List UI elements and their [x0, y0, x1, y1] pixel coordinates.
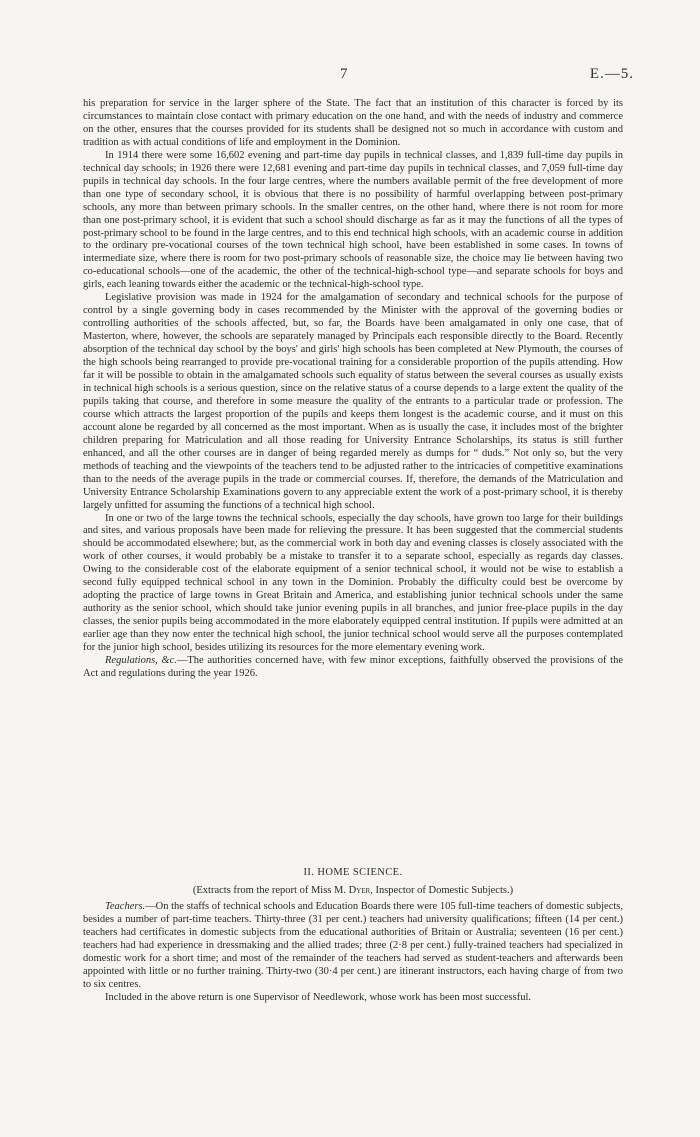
regulations-paragraph	[83, 655, 623, 681]
section-heading: II. HOME SCIENCE.	[303, 867, 403, 878]
paragraph: his preparation for service in the larger sphere of the State. The fact that an institution of this character is forced by its circumstances to maintain close contact with primary education on the one hand, and with the needs of industry and commerce on the other, ensures that the courses provided for its students shall be designed not so much in accordance with custom and tradition as with actual conditions of life and employment in the Dominion.	[83, 98, 623, 148]
paragraph: In 1914 there were some 16,602 evening and part-time day pupils in technical classes, and 1,839 full-time day pupils in technical day schools; in 1926 there were 12,681 evening and part-time day pupils in technical classes, and 7,059 full-time day pupils in technical day schools. In the four large centres, where the numbers available permit of the free development of more than one type of secondary school, it is obvious that there is no possibility of harmful overlapping between post-primary schools, any more than between primary schools. In the smaller centres, on the other hand, where there is not room for more than one post-primary school, it is evident that such a school should discharge as far as it may the functions of all the types of post-primary school to be found in the large centres, and to this end technical high schools, with an academic course in addition to the ordinary pre-vocational courses of the town technical high school, have been established in some cases. In towns of intermediate size, where there is room for two post-primary schools of reasonable size, the choice may lie between having two co-educational schools—one of the academic, the other of the technical-high-school type—and separate schools for boys and girls, each leaning towards either the academic or the technical-high-school type.	[83, 149, 623, 291]
paragraph: In one or two of the large towns the technical schools, especially the day schools, have grown too large for their buildings and sites, and various proposals have been made for relieving the pressure. It has been suggested that the commercial students should be accommodated elsewhere; but, as the commercial work in both day and evening classes is closely associated with the work of other courses, it would probably be a mistake to transfer it to a separate school, especially as regards day classes. Owing to the considerable cost of the elaborate equipment of a senior technical school, it would not be wise to establish a second fully equipped technical school in any town in the Dominion. Probably the difficulty could best be overcome by adopting the practice of large towns in Great Britain and America, and establishing junior technical schools under the same authority as the senior school, which should take junior evening pupils in all branches, and junior free-place pupils in the day classes, the senior pupils being accommodated in the more elaborately equipped central institution. If pupils were admitted at an earlier age than they now enter the technical high school, the junior technical school would serve all the purposes contemplated for the junior high school, besides utilizing its resources for the more elementary evening work.	[83, 512, 623, 654]
document-reference: E.—5.	[589, 66, 634, 82]
page-number: 7	[340, 66, 348, 82]
inspector-name: Dyer	[348, 884, 371, 896]
home-science-section	[83, 867, 623, 1005]
supervisor-paragraph: Included in the above return is one Supervisor of Needlework, whose work has been most successful.	[105, 991, 532, 1003]
regulations-lead: Regulations, &c.	[105, 654, 177, 666]
subtitle-before: (Extracts from the report of Miss M.	[192, 884, 349, 896]
body-text-continuation	[83, 98, 623, 681]
paragraph: Legislative provision was made in 1924 for the amalgamation of secondary and technical schools for the purpose of control by a single governing body in cases recommended by the Minister with the approval of the governing bodies or controlling authorities of the schools affected, but, so far, the Boards have been amalgamated in only one case, that of Masterton, where, however, the schools are separately managed by Principals each responsible directly to the Board. Recently absorption of the technical day school by the boys' and girls' high schools has been completed at New Plymouth, the courses of the high schools being rearranged to provide pre-vocational training for a considerable proportion of the pupils attending. How far it will be possible to obtain in the amalgamated schools such equality of status between the several courses as usually exists in technical high schools is a serious question, since on the relative status of a course depends to a large extent the quality of the pupils taking that course, and therefore in some measure the quality of the entrants to a particular trade or profession. The course which attracts the largest proportion of the pupils and keeps them longest is the academic course, and it must on this account alone be regarded by all concerned as the most important. When as is usually the case, it includes most of the brighter children preparing for Matriculation and all those reading for University Entrance Scholarships, its status is still further enhanced, and all the other courses are in danger of being regarded merely as dumps for “ duds.” Not only so, but the very methods of teaching and the viewpoints of the teachers tend to be adjusted rather to the intricacies of competitive examinations than to the needs of the average pupils in the trade or commercial courses. If, therefore, the demands of the Matriculation and University Entrance Scholarship Examinations govern to any appreciable extent the work of a post-primary school, it is thereby largely unfitted for assuming the functions of a technical high school.	[83, 292, 623, 511]
teachers-paragraph	[83, 901, 623, 992]
teachers-text: —On the staffs of technical schools and Education Boards there were 105 full-time teachers of domestic subjects, besides a number of part-time teachers. Thirty-three (31 per cent.) teachers had university qualifications; fifteen (14 per cent.) teachers had certificates in domestic subjects from the educational authorities of Britain or Australia; seventeen (16 per cent.) teachers had had experience in dressmaking and the allied trades; three (2·8 per cent.) fully-trained teachers had specialized in domestic work for a short time; and most of the remainder of the teachers had served as student-teachers and afterwards been appointed with little or no further training. Thirty-two (30·4 per cent.) are itinerant instructors, each having charge of from two to six centres.	[83, 900, 623, 990]
subtitle-after: , Inspector of Domestic Subjects.)	[370, 884, 514, 896]
section-subtitle	[83, 885, 623, 898]
teachers-lead: Teachers.	[105, 900, 146, 912]
regulations-text: —The authorities concerned have, with few minor exceptions, faithfully observed the provisions of the Act and regulations during the year 1926.	[83, 654, 623, 679]
